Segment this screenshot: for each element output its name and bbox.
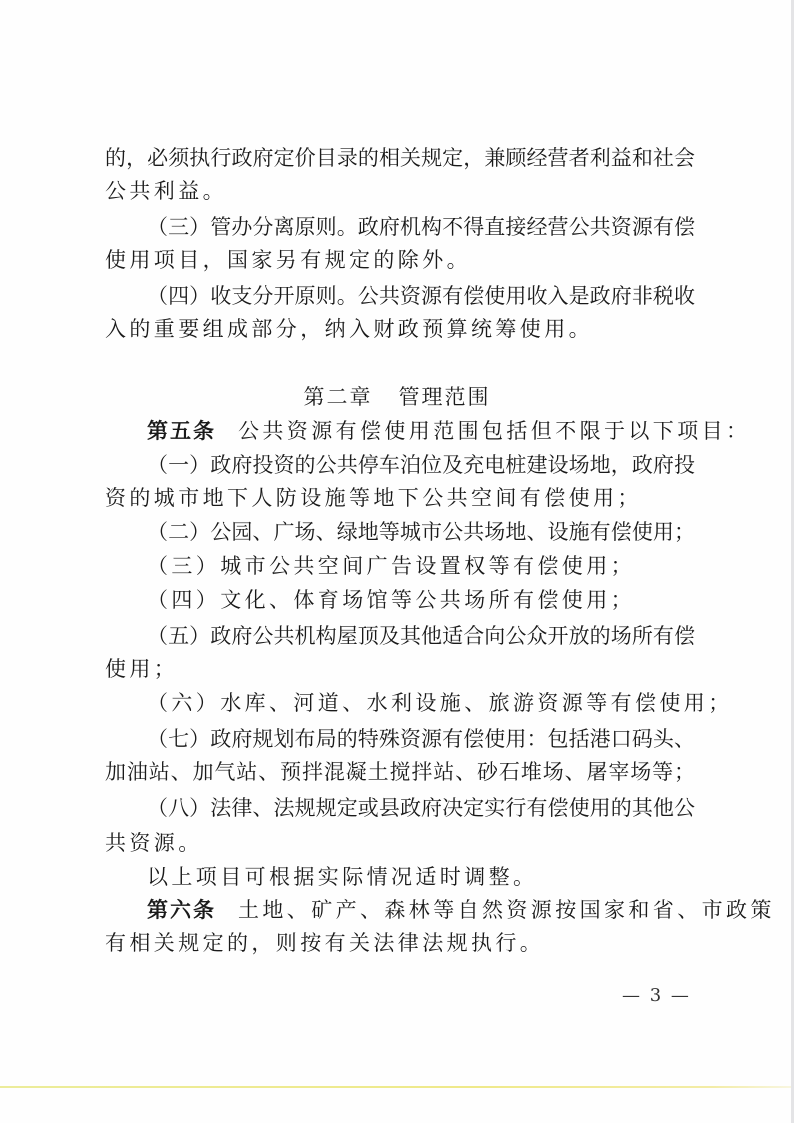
list-item: 共资源。	[105, 831, 203, 855]
article-5-label: 第五条	[147, 419, 216, 443]
paragraph-line: 公共利益。	[105, 179, 227, 203]
article-5-text: 公共资源有偿使用范围包括但不限于以下项目：	[238, 419, 751, 443]
paragraph-line: 使用项目，国家另有规定的除外。	[105, 248, 471, 272]
page-number: — 3 —	[622, 985, 691, 1006]
article-6-text: 土地、矿产、森林等自然资源按国家和省、市政策	[238, 898, 775, 922]
chapter-number: 第二章	[303, 385, 373, 409]
article-6-continuation: 有相关规定的，则按有关法律法规执行。	[105, 931, 545, 955]
article-6-label: 第六条	[147, 898, 216, 922]
paragraph-line: （三）管办分离原则。政府机构不得直接经营公共资源有偿	[147, 215, 695, 239]
list-item: （七）政府规划布局的特殊资源有偿使用：包括港口码头、	[147, 727, 695, 751]
list-item: （三）城市公共空间广告设置权等有偿使用；	[147, 554, 635, 578]
paragraph-line: （四）收支分开原则。公共资源有偿使用收入是政府非税收	[147, 284, 695, 308]
list-item: 加油站、加气站、预拌混凝土搅拌站、砂石堆场、屠宰场等；	[105, 760, 695, 784]
paragraph-line: 入的重要组成部分，纳入财政预算统筹使用。	[105, 317, 593, 341]
list-item: （二）公园、广场、绿地等城市公共场地、设施有偿使用；	[147, 520, 695, 544]
chapter-title: 管理范围	[398, 385, 491, 409]
paragraph-line: 的，必须执行政府定价目录的相关规定，兼顾经营者利益和社会	[105, 146, 695, 170]
article-5	[147, 418, 751, 444]
list-item: 使用；	[105, 657, 179, 681]
list-item: （八）法律、法规规定或县政府决定实行有偿使用的其他公	[147, 796, 695, 820]
list-item: 资的城市地下人防设施等地下公共空间有偿使用；	[105, 486, 642, 510]
paragraph-line: 以上项目可根据实际情况适时调整。	[147, 865, 538, 889]
chapter-heading	[0, 384, 794, 410]
list-item: （六）水库、河道、水利设施、旅游资源等有偿使用；	[147, 691, 733, 715]
list-item: （一）政府投资的公共停车泊位及充电桩建设场地，政府投	[147, 453, 695, 477]
list-item: （五）政府公共机构屋顶及其他适合向公众开放的场所有偿	[147, 624, 695, 648]
footer-rule	[0, 1086, 791, 1088]
list-item: （四）文化、体育场馆等公共场所有偿使用；	[147, 588, 635, 612]
article-6	[147, 897, 775, 923]
